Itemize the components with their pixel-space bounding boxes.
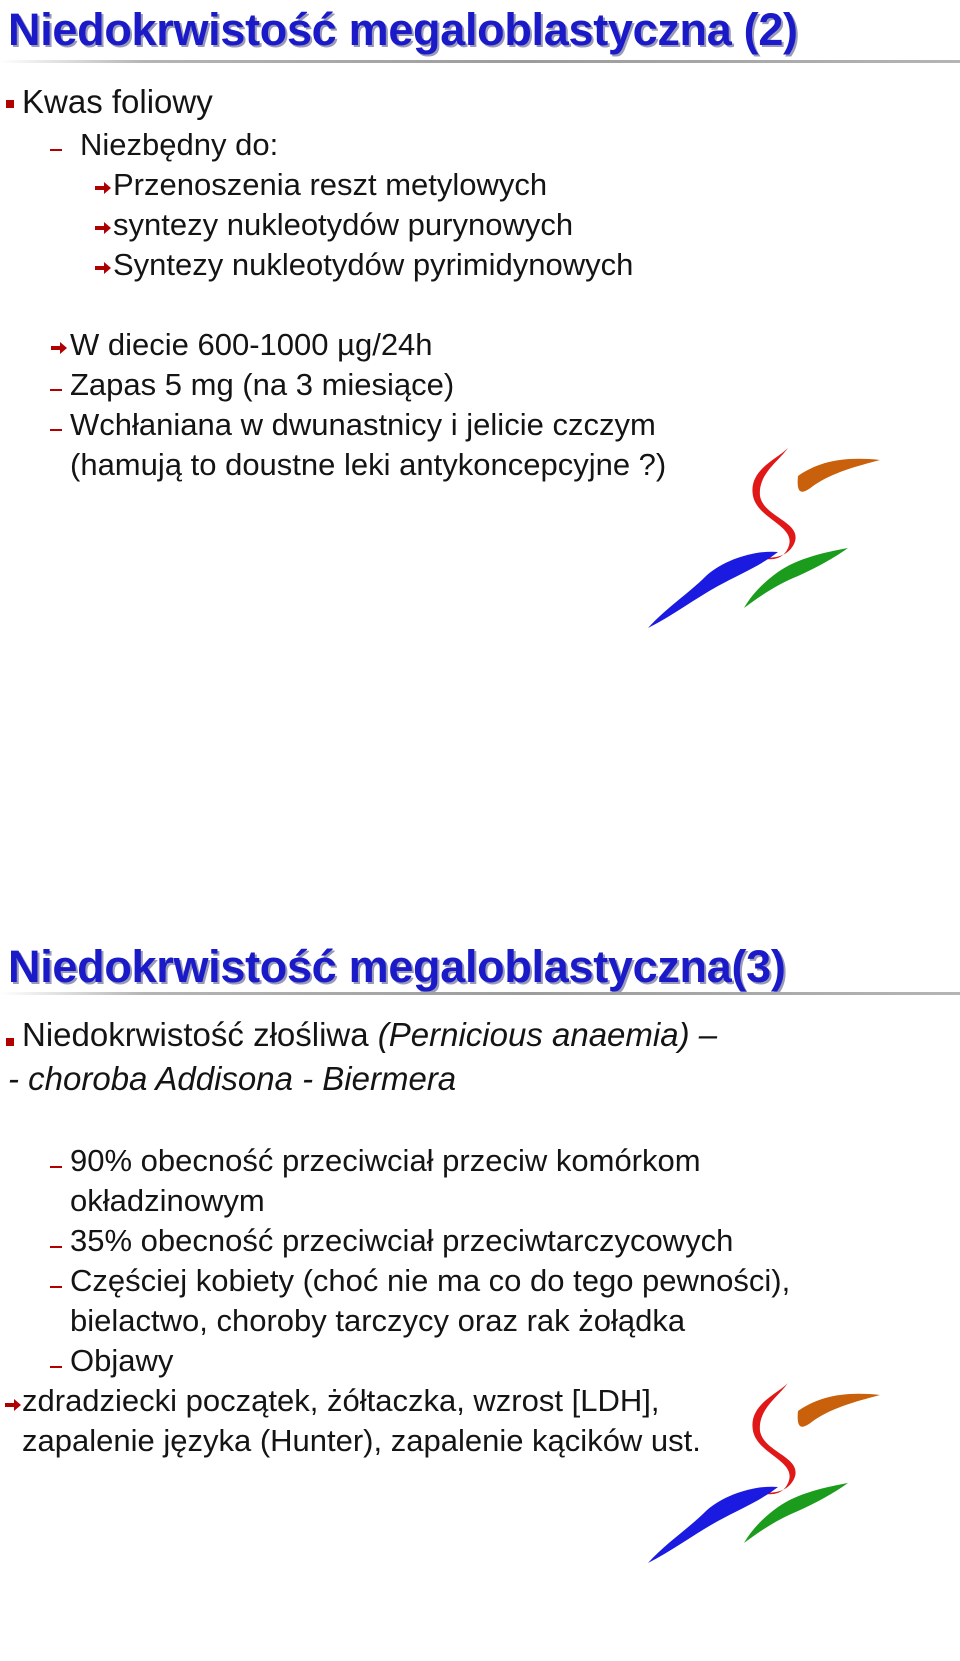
list-item: Syntezy nukleotydów pyrimidynowych (113, 247, 634, 282)
arrow-right-icon (94, 221, 112, 235)
heading-italic: (Pernicious anaemia) – (377, 1016, 718, 1053)
list-item: Objawy (70, 1343, 174, 1378)
list-item: 90% obecność przeciwciał przeciw komórkom (70, 1143, 701, 1178)
swirl-logo (648, 448, 880, 632)
slide-title: Niedokrwistość megaloblastyczna (2) (8, 4, 798, 55)
swirl-logo (648, 1383, 880, 1567)
slide-title: Niedokrwistość megaloblastyczna(3) (8, 941, 786, 992)
list-item: Przenoszenia reszt metylowych (113, 167, 548, 202)
list-item-continued: bielactwo, choroby tarczycy oraz rak żołądka (70, 1303, 686, 1338)
diet-intake: W diecie 600-1000 µg/24h (70, 327, 433, 362)
body-store: Zapas 5 mg (na 3 miesiące) (70, 367, 455, 402)
square-bullet-icon (6, 100, 14, 108)
arrow-right-icon (50, 341, 68, 355)
heading-plain: Niedokrwistość złośliwa (22, 1016, 378, 1053)
square-bullet-icon (6, 1038, 14, 1046)
dash-bullet-icon (50, 389, 62, 391)
list-item: syntezy nukleotydów purynowych (113, 207, 574, 242)
list-item-continued: okładzinowym (70, 1183, 265, 1218)
needed-label: Niezbędny do: (80, 127, 279, 162)
list-item: 35% obecność przeciwciał przeciwtarczycowych (70, 1223, 734, 1258)
absorption-text: Wchłaniana w dwunastnicy i jelicie czczym (70, 407, 656, 442)
list-item: Częściej kobiety (choć nie ma co do tego pewności), (70, 1263, 791, 1298)
dash-bullet-icon (50, 1246, 62, 1248)
symptoms-text-continued: zapalenie języka (Hunter), zapalenie kącików ust. (22, 1423, 701, 1458)
symptoms-text: zdradziecki początek, żółtaczka, wzrost [LDH], (22, 1383, 660, 1418)
section-heading: Kwas foliowy (22, 83, 213, 120)
title-divider (0, 60, 960, 63)
slide-pernicious-anaemia (0, 941, 960, 1661)
section-heading (22, 1017, 717, 1053)
dash-bullet-icon (50, 1286, 62, 1288)
dash-bullet-icon (50, 1166, 62, 1168)
dash-bullet-icon (50, 149, 62, 151)
dash-bullet-icon (50, 429, 62, 431)
dash-bullet-icon (50, 1366, 62, 1368)
arrow-right-icon (94, 261, 112, 275)
arrow-right-icon (4, 1398, 22, 1412)
section-subheading: - choroba Addisona - Biermera (8, 1060, 457, 1097)
arrow-right-icon (94, 181, 112, 195)
absorption-text-continued: (hamują to doustne leki antykoncepcyjne ?) (70, 447, 667, 482)
title-divider (0, 992, 960, 995)
